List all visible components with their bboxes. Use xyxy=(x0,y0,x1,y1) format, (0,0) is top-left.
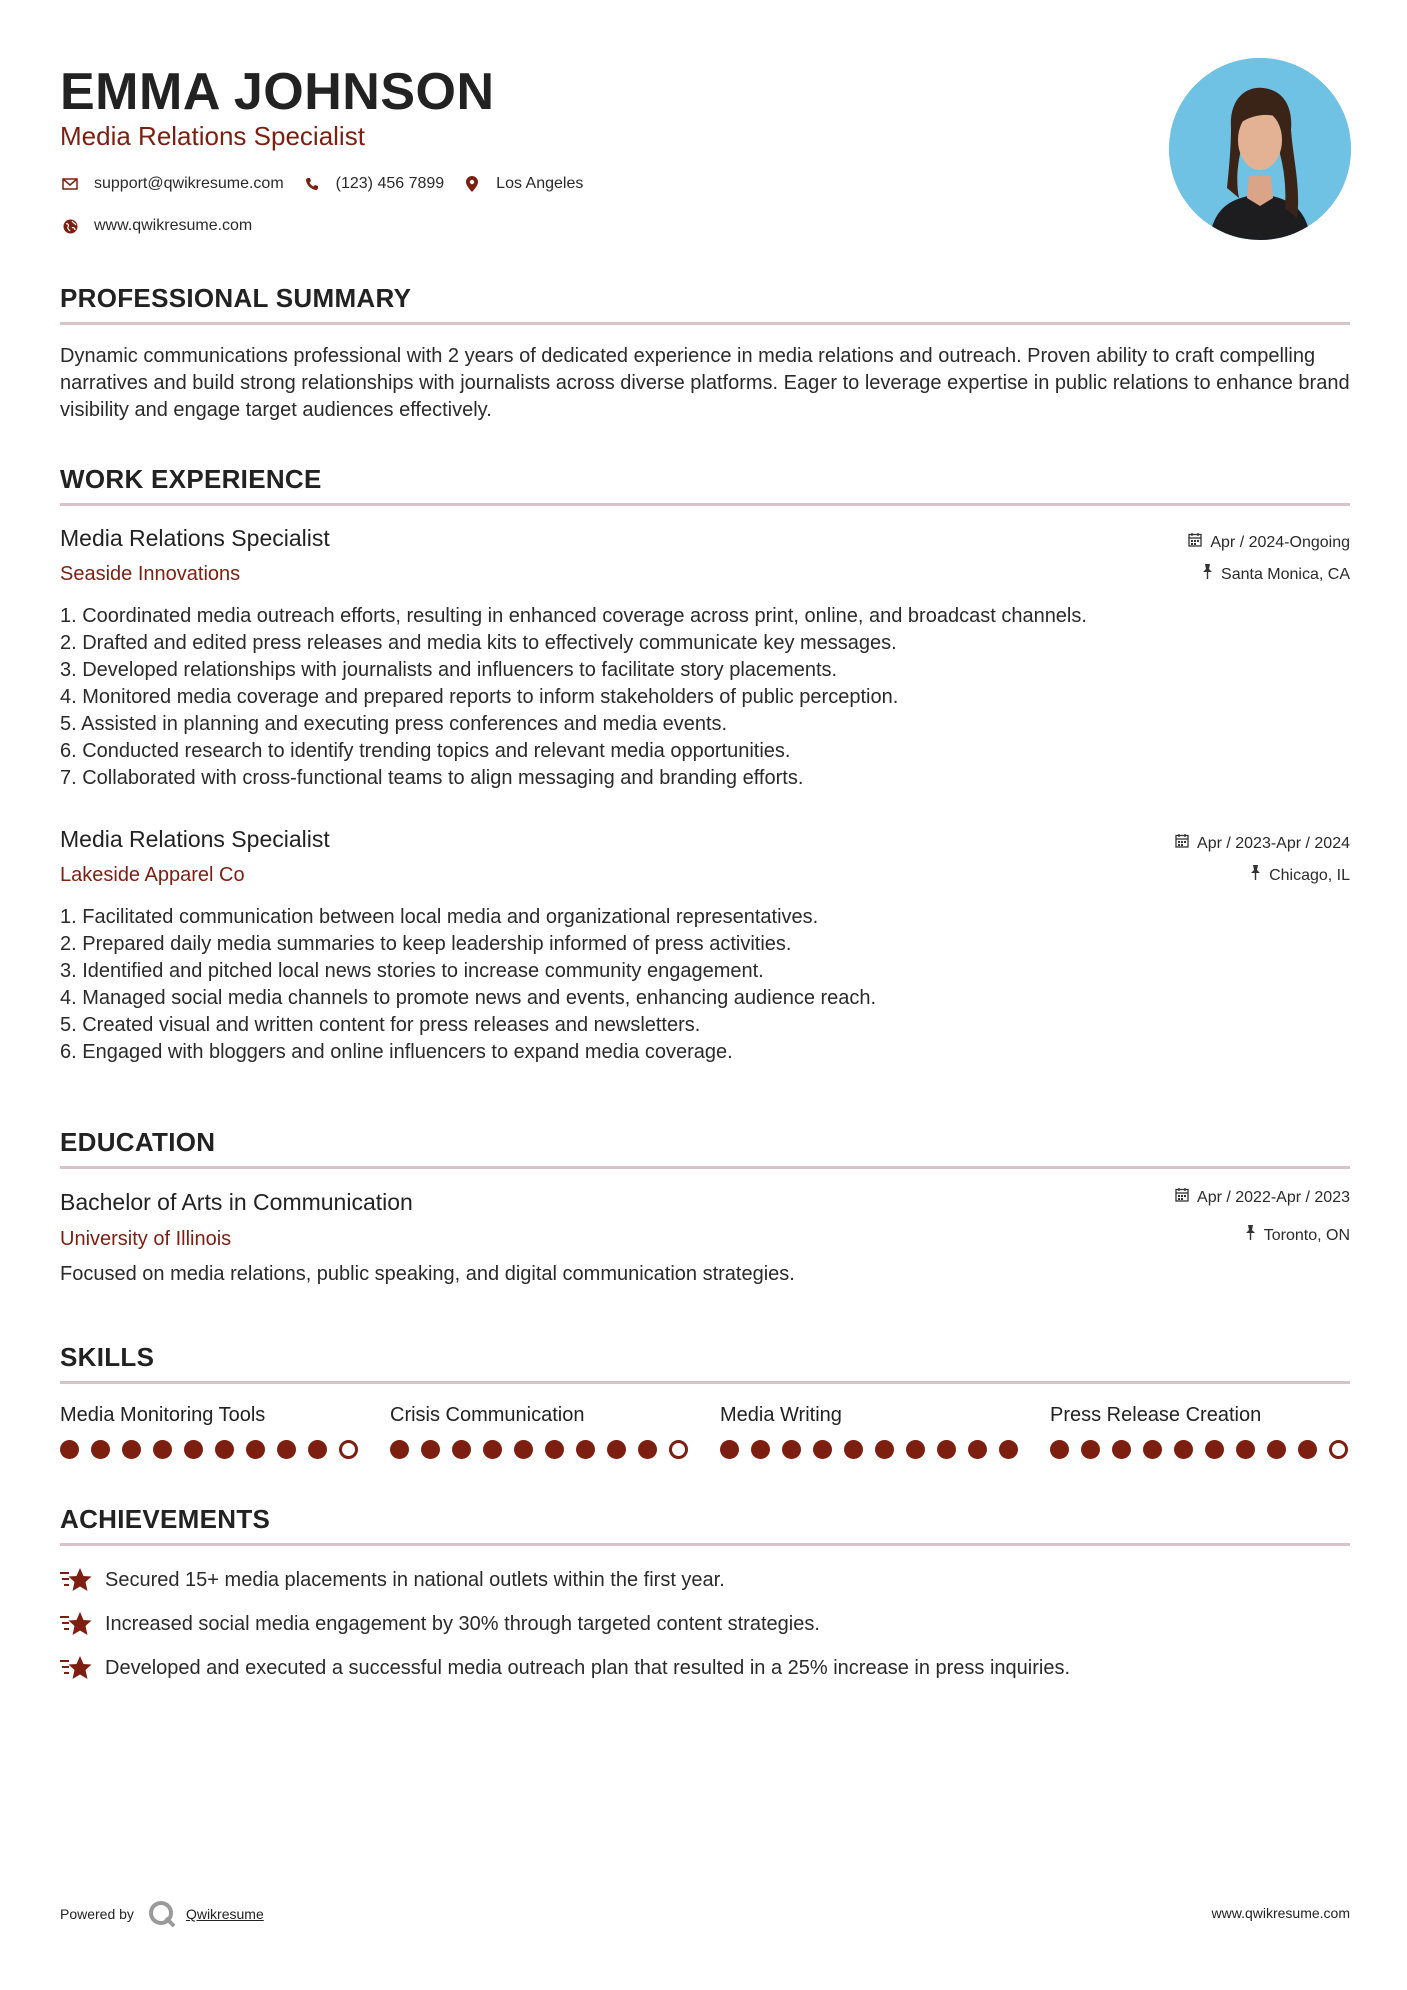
skill-dot-filled xyxy=(638,1440,657,1459)
star-icon xyxy=(60,1654,92,1682)
location-text: Los Angeles xyxy=(496,175,584,192)
skill-dot-filled xyxy=(514,1440,533,1459)
pushpin-icon xyxy=(1202,564,1213,586)
map-pin-icon xyxy=(462,176,482,192)
qwikresume-logo-icon xyxy=(148,1900,176,1928)
list-item: 1. Coordinated media outreach efforts, resulting in enhanced coverage across print, online, and broadcast channels. xyxy=(60,605,1087,627)
skill-name: Press Release Creation xyxy=(1050,1404,1262,1426)
skill-rating xyxy=(720,1440,1020,1460)
candidate-name: EMMA JOHNSON xyxy=(60,63,495,121)
list-item: 2. Prepared daily media summaries to keep leadership informed of press activities. xyxy=(60,933,792,955)
job-dates-text: Apr / 2023-Apr / 2024 xyxy=(1197,835,1350,852)
section-divider xyxy=(60,1166,1350,1169)
skill-dot-filled xyxy=(968,1440,987,1459)
skill-name: Media Writing xyxy=(720,1404,842,1426)
list-item: 6. Conducted research to identify trending topics and relevant media opportunities. xyxy=(60,740,791,762)
section-divider xyxy=(60,503,1350,506)
skill-rating xyxy=(390,1440,690,1460)
job-title: Media Relations Specialist xyxy=(60,826,330,852)
skill-item xyxy=(1050,1402,1350,1428)
list-item: 3. Identified and pitched local news stories to increase community engagement. xyxy=(60,960,764,982)
candidate-title: Media Relations Specialist xyxy=(60,121,365,151)
skill-dot-filled xyxy=(607,1440,626,1459)
skill-dot-filled xyxy=(1267,1440,1286,1459)
job-location-text: Santa Monica, CA xyxy=(1221,566,1350,583)
skill-dot-empty xyxy=(339,1440,358,1459)
skill-item xyxy=(720,1402,1020,1428)
skill-dot-filled xyxy=(576,1440,595,1459)
list-item: 5. Created visual and written content for press releases and newsletters. xyxy=(60,1014,701,1036)
duties-list xyxy=(60,904,1350,1066)
list-item: 4. Monitored media coverage and prepared reports to inform stakeholders of public perception. xyxy=(60,686,899,708)
footer-powered-by xyxy=(60,1900,264,1928)
job-dates xyxy=(1175,833,1350,855)
job-company: Lakeside Apparel Co xyxy=(60,864,245,886)
calendar-icon xyxy=(1175,833,1189,855)
skill-dot-filled xyxy=(906,1440,925,1459)
star-icon xyxy=(60,1610,92,1638)
skill-dot-filled xyxy=(782,1440,801,1459)
contact-row-website xyxy=(60,215,270,237)
list-item: 5. Assisted in planning and executing press conferences and media events. xyxy=(60,713,728,735)
degree-title: Bachelor of Arts in Communication xyxy=(60,1189,413,1215)
skill-dot-filled xyxy=(1205,1440,1224,1459)
duties-list xyxy=(60,603,1350,792)
skill-item xyxy=(390,1402,690,1428)
achievement-text: Secured 15+ media placements in national outlets within the first year. xyxy=(105,1568,725,1591)
education-dates xyxy=(1175,1187,1350,1209)
skill-dot-filled xyxy=(813,1440,832,1459)
skill-dot-filled xyxy=(60,1440,79,1459)
summary-text: Dynamic communications professional with 2 years of dedicated experience in media relations and outreach. Proven ability to craft compelling narratives and build strong relationships with journalists across diverse platforms. Eager to leverage expertise in public relations to enhance brand visibility and engage target audiences effectively. xyxy=(60,345,1350,421)
skill-dot-filled xyxy=(1298,1440,1317,1459)
skill-rating xyxy=(1050,1440,1350,1460)
skill-dot-filled xyxy=(545,1440,564,1459)
list-item: 3. Developed relationships with journalists and influencers to facilitate story placements. xyxy=(60,659,838,681)
education-heading: EDUCATION xyxy=(60,1127,216,1157)
skill-dot-filled xyxy=(91,1440,110,1459)
skill-dot-filled xyxy=(844,1440,863,1459)
education-location-text: Toronto, ON xyxy=(1263,1227,1350,1244)
job-location xyxy=(1202,564,1350,586)
skill-dot-filled xyxy=(1112,1440,1131,1459)
resume-page xyxy=(60,0,1350,1990)
skill-dot-filled xyxy=(215,1440,234,1459)
contact-row xyxy=(60,173,601,195)
job-location xyxy=(1250,865,1350,887)
skill-dot-empty xyxy=(669,1440,688,1459)
skill-dot-filled xyxy=(999,1440,1018,1459)
section-divider xyxy=(60,322,1350,325)
job-dates-text: Apr / 2024-Ongoing xyxy=(1210,534,1350,551)
skill-dot-filled xyxy=(452,1440,471,1459)
job-title: Media Relations Specialist xyxy=(60,525,330,551)
website-link[interactable]: www.qwikresume.com xyxy=(94,217,253,234)
email-link[interactable]: support@qwikresume.com xyxy=(94,175,284,192)
pushpin-icon xyxy=(1250,865,1261,887)
calendar-icon xyxy=(1175,1187,1189,1209)
skill-dot-empty xyxy=(1329,1440,1348,1459)
calendar-icon xyxy=(1188,532,1202,554)
skill-dot-filled xyxy=(751,1440,770,1459)
list-item: 6. Engaged with bloggers and online influencers to expand media coverage. xyxy=(60,1041,733,1063)
list-item: 2. Drafted and edited press releases and media kits to effectively communicate key messages. xyxy=(60,632,897,654)
envelope-icon xyxy=(60,178,80,190)
skill-name: Crisis Communication xyxy=(390,1404,585,1426)
summary-heading: PROFESSIONAL SUMMARY xyxy=(60,283,412,313)
skill-item xyxy=(60,1402,360,1428)
education-description: Focused on media relations, public speaking, and digital communication strategies. xyxy=(60,1263,795,1285)
avatar xyxy=(1169,58,1351,240)
list-item: 4. Managed social media channels to promote news and events, enhancing audience reach. xyxy=(60,987,877,1009)
list-item: 7. Collaborated with cross-functional teams to align messaging and branding efforts. xyxy=(60,767,804,789)
experience-heading: WORK EXPERIENCE xyxy=(60,464,322,494)
skill-rating xyxy=(60,1440,360,1460)
skill-dot-filled xyxy=(1236,1440,1255,1459)
skill-dot-filled xyxy=(184,1440,203,1459)
skill-dot-filled xyxy=(720,1440,739,1459)
skill-dot-filled xyxy=(308,1440,327,1459)
phone-icon xyxy=(302,177,322,191)
skill-dot-filled xyxy=(390,1440,409,1459)
skill-dot-filled xyxy=(1174,1440,1193,1459)
achievement-item xyxy=(60,1610,820,1638)
skill-dot-filled xyxy=(122,1440,141,1459)
globe-icon xyxy=(60,219,80,234)
section-divider xyxy=(60,1543,1350,1546)
skill-dot-filled xyxy=(483,1440,502,1459)
job-dates xyxy=(1188,532,1350,554)
education-dates-text: Apr / 2022-Apr / 2023 xyxy=(1197,1189,1350,1206)
footer-website-link[interactable]: www.qwikresume.com xyxy=(1211,1905,1350,1921)
skill-dot-filled xyxy=(277,1440,296,1459)
education-location xyxy=(1245,1225,1350,1247)
skill-dot-filled xyxy=(937,1440,956,1459)
section-divider xyxy=(60,1381,1350,1384)
skill-dot-filled xyxy=(246,1440,265,1459)
skill-name: Media Monitoring Tools xyxy=(60,1404,266,1426)
achievement-text: Increased social media engagement by 30% through targeted content strategies. xyxy=(105,1612,820,1635)
skill-dot-filled xyxy=(421,1440,440,1459)
achievement-text: Developed and executed a successful media outreach plan that resulted in a 25% increase in press inquiries. xyxy=(105,1656,1071,1679)
skill-dot-filled xyxy=(1143,1440,1162,1459)
job-location-text: Chicago, IL xyxy=(1269,867,1350,884)
skill-dot-filled xyxy=(1081,1440,1100,1459)
skill-dot-filled xyxy=(153,1440,172,1459)
achievement-item xyxy=(60,1654,1070,1682)
school-name: University of Illinois xyxy=(60,1228,232,1250)
pushpin-icon xyxy=(1245,1225,1256,1247)
star-icon xyxy=(60,1566,92,1594)
skills-heading: SKILLS xyxy=(60,1342,155,1372)
achievements-heading: ACHIEVEMENTS xyxy=(60,1504,271,1534)
powered-by-label: Powered by xyxy=(60,1906,134,1922)
list-item: 1. Facilitated communication between local media and organizational representatives. xyxy=(60,906,819,928)
achievement-item xyxy=(60,1566,725,1594)
phone-number: (123) 456 7899 xyxy=(335,175,445,192)
skill-dot-filled xyxy=(1050,1440,1069,1459)
skill-dot-filled xyxy=(875,1440,894,1459)
job-company: Seaside Innovations xyxy=(60,563,241,585)
brand-link[interactable]: Qwikresume xyxy=(185,1906,264,1922)
